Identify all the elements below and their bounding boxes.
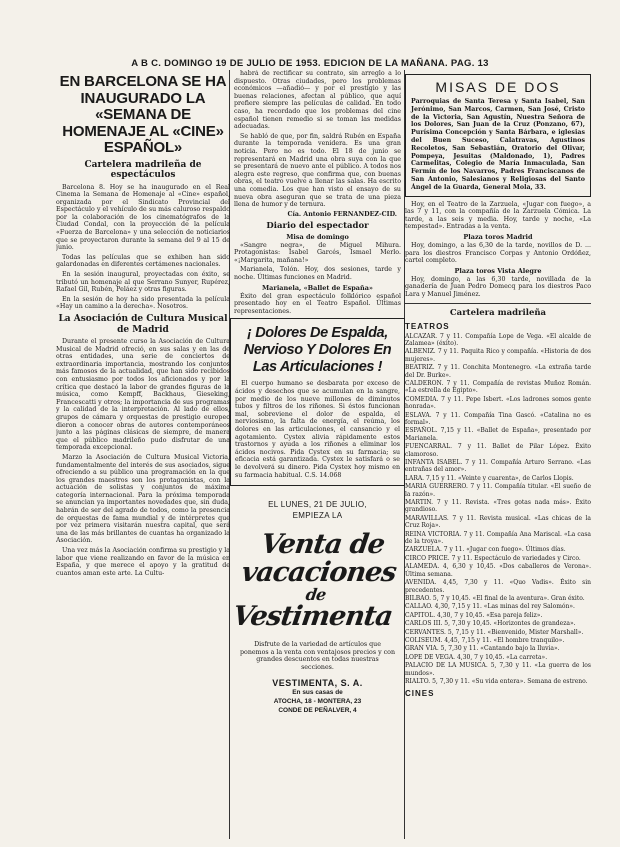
subsection-title: Marianela, «Ballet de España» [261,283,373,292]
subsection-title: Plaza toros Madrid [463,232,533,241]
article-paragraph: Barcelona 8. Hoy se ha inaugurado en el Real Cinema la Semana de Homenaje al «Cine» español, organizada por el Sindicato Provincial del Espectáculo y el vehículo de su más caluroso respaldo por la colaboración de los cinematógrafos de la Ciudad Condal, con la proyección de la película «Fuerza de Barcelona» y una selección de noticiarios que se proyectaron durante la semana del 9 al 15 de junio. [56,183,230,252]
listing-item: COMEDIA. 7 y 11. Pepe Isbert. «Los ladrones somos gente honrada». [405,395,591,411]
listing-item: ALCAZAR. 7 y 11. Compañía Lope de Vega. «El alcalde de Zalamea» (éxito). [405,332,591,347]
section-label-cines: CINES [405,689,435,699]
section-label-teatros: TEATROS [405,321,450,331]
listing-item: INFANTA ISABEL. 7 y 11. Compañía Arturo Serrano. «Las entrañas del amor». [405,459,591,474]
article-paragraph: Se habló de que, por fin, saldrá Rubén en España durante la temporada venidera. Es una gran noticia. Pero no es todo. El 18 de junio se representará en Madrid una obra suya con la que se presentará de nuevo ante el público. A todos nos alegra este regreso, que confirma que, con buenas obras, el teatro vuelve a llenar las salas. Ha escrito una comedia. Los que han visto el ensayo de su nueva obra aseguran que se trata de una pieza llena de humor y de ternura. [234,132,401,209]
advertisement-cystex [230,318,405,486]
article-paragraph: Marianela, Tolón. Hoy, dos sesiones, tarde y noche. Últimas funciones en Madrid. [234,266,401,282]
listing-item: CIRCO PRICE. 7 y 11. Espectáculo de variedades y Circo. [405,554,581,562]
listing-item: ESLAVA. 7 y 11. Compañía Tina Gascó. «Catalina no es formal». [405,411,591,426]
misas-box [405,74,591,197]
misas-text: Parroquias de Santa Teresa y Santa Isabel, San Jerónimo, San Marcos, Carmen, San José, Cristo de la Victoria, San Agustín, Nuestra Señora de los Dolores, San Juan de la Cruz (Ponzano, 67), Purísima Concepción y Santa Bárbara, e iglesias del Buen Suceso, Calatravas, Agustinos Recoletos, San Sebastián, Oratorio del Olivar, Pompeya, Jesuitas (Maldonado, 1), Padres Carmelitas, Colegio de María Inmaculada, San Fermín de los Navarros, Padres Franciscanos de San Antonio, Salesianos y Religiosas del Santo Ángel de la Guarda, General Mola, 33. [411,98,585,191]
listing-item: FUENCARRAL. 7 y 11. Ballet de Pilar López. Éxito clamoroso. [405,443,591,458]
article-paragraph: Éxito del gran espectáculo folklórico español presentado hoy en el Teatro Español. Últimas representaciones. [234,292,401,315]
ad-script-title [230,531,405,631]
page-header: A B C. DOMINGO 19 DE JULIO DE 1953. EDICION DE LA MAÑANA. PAG. 13 [131,58,489,69]
listing-item: CARLOS III. 5, 7,30 y 10,45. «Horizontes de grandeza». [405,620,576,628]
misas-title: MISAS DE DOS [435,79,561,95]
listing-item: MARTIN. 7 y 11. Revista. «Tres gotas nada más». Éxito grandioso. [405,499,591,514]
article-paragraph: Hoy, domingo, a las 6,30 tarde, novillada de la ganadería de Juan Pedro Domecq para los diestros Paco Lara y Manuel Jiménez. [405,275,591,298]
listing-item: RIALTO. 5, 7,30 y 11. «Su vida entera». Semana de estreno. [405,677,588,685]
listing-item: CERVANTES. 5, 7,15 y 11. «Bienvenido, Mister Marshall». [405,628,584,636]
article-paragraph: Hoy, en el Teatro de la Zarzuela, «Jugar con fuego», a las 7 y 11, con la compañía de la Zarzuela Cómica. La tarde, a las seis y media. Hoy, tarde y noche, «La tempestad». Entradas a la venta. [405,200,591,231]
listing-item: MARIA GUERRERO. 7 y 11. Compañía titular. «El sueño de la razón». [405,483,591,498]
listing-item: PALACIO DE LA MUSICA. 5, 7,30 y 11. «La guerra de los mundos». [405,662,591,677]
article-paragraph: «Sangre negra», de Miguel Mihura. Protagonistas: Isabel Garcés, Ismael Merlo. «¡Margarita, mañana!» [234,241,401,264]
subsection-title: Plaza toros Vista Alegre [454,266,542,275]
listing-item: ESPAÑOL. 7,15 y 11. «Ballet de España», presentado por Marianela. [405,427,591,442]
listing-item: LARA. 7,15 y 11. «Veinte y cuarenta», de Carlos Llopis. [405,474,574,482]
listing-item: GRAN VIA. 5, 7,30 y 11. «Cantando bajo la lluvia». [405,645,560,653]
ad-address: ATOCHA, 18 - MONTERA, 23 [273,697,362,705]
listing-item: ZARZUELA. 7 y 11. «Jugar con fuego». Últimos días. [405,546,566,554]
listing-item: LOPE DE VEGA. 4,30, 7 y 10,45. «La carreta». [405,653,548,661]
column-2 [230,70,405,839]
ad-body: Disfrute de la variedad de artículos que ponemos a la venta con ventajosos precios y con grandes descuentos en todas nuestras secciones. [240,641,396,671]
ad-date-line: EL LUNES, 21 DE JULIO, [268,500,367,510]
headline-cultura-musical: La Asociación de Cultura Musical de Madrid [58,314,228,335]
divider [405,303,591,304]
listing-item: BEATRIZ. 7 y 11. Conchita Montenegro. «La extraña tarde del Dr. Burke». [405,364,591,379]
advertisement-vestimenta [230,489,405,718]
listing-item: MARAVILLAS. 7 y 11. Revista musical. «Las chicas de la Cruz Roja». [405,514,591,530]
subhead-cartelera: Cartelera madrileña de espectáculos [84,159,202,180]
article-paragraph: Una vez más la Asociación confirma su prestigio y la labor que viene realizando en favor de la música en España, y que merece el apoyo y la gratitud de cuantos aman este arte. La Cultu- [56,547,230,577]
listing-item: CALDERON. 7 y 11. Compañía de revistas Muñoz Román. «La estrella de Egipto». [405,379,591,395]
listing-item: ALAMEDA. 4, 6,30 y 10,45. «Dos caballeros de Verona». Última semana. [405,563,591,578]
ad-headline: ¡ Dolores De Espalda, Nervioso Y Dolores En Las Articulaciones ! [243,325,392,376]
article-paragraph: En la sesión de hoy ha sido presentada la película «Hay un camino a la derecha». Nosotros. [56,295,230,311]
ad-brand: VESTIMENTA, S. A. [272,677,363,688]
subsection-title: Misa de domingo [286,232,349,241]
listing-item: CALLAO. 4,30, 7,15 y 11. «Las minas del rey Salomón». [405,603,575,611]
article-paragraph: Marzo la Asociación de Cultura Musical Victoria, fundamentalmente del interés de sus asociados, sigue ofreciendo a su público una programación en la que los grandes maestros son los protagonistas, con la actuación de solistas y conjuntos de máxima categoría internacional. Para la próxima temporada se anuncian ya importantes novedades que, sin duda, habrán de ser del agrado de todos, como la presencia de orquestas de fama mundial y de intérpretes que por vez primera visitarán nuestra capital, que será una de las más brillantes de cuantas ha organizado la Asociación. [56,453,230,545]
article-paragraph: Hoy, domingo, a las 6,30 de la tarde, novillos de D. ... para los diestros Francisco Corpas y Antonio Ordóñez, cartel completo. [405,241,591,265]
ad-script-line: Vestimenta [230,601,395,633]
listing-item: REINA VICTORIA. 7 y 11. Compañía Ana Mariscal. «La casa de la troya». [405,530,591,546]
listing-item: CAPITOL. 4,30, 7 y 10,45. «Esa pareja feliz». [405,611,543,619]
listing-item: COLISEUM. 4,45, 7,15 y 11. «El hombre tranquilo». [405,636,565,644]
article-paragraph: Durante el presente curso la Asociación de Cultura Musical de Madrid ofreció, en sus salas y en las de otras entidades, una serie de conciertos de extraordinaria importancia, mostrando los conjuntos más famosos de la actualidad, que han sido recibidos con entusiasmo por todos los aficionados y por la crítica que destacó la labor de grandes figuras de la música, como Kempff, Backhaus, Gieseking, Francescatti y otros; la importancia de sus programas y la calidad de la interpretación. Al lado de ellos, grupos de cámara y orquestas de prestigio europeo dieron a conocer obras de autores contemporáneos junto a las páginas clásicas de siempre, de manera que el público madrileño pudo disfrutar de una temporada excepcional. [56,338,230,452]
ad-address: En sus casas de [292,688,343,696]
column-3 [405,70,591,839]
article-paragraph: Todas las películas que se exhiben han sido galardonadas en diferentes certámenes nacionales. [56,253,230,269]
listing-item: AVENIDA. 4,45, 7,30 y 11. «Quo Vadis». Éxito sin precedentes. [405,579,591,594]
ad-lead-line: EMPIEZA LA [292,511,343,521]
ad-script-line: Venta de [259,529,387,561]
ad-address: CONDE DE PEÑALVER, 4 [278,706,357,714]
listing-item: BILBAO. 5, 7 y 10,45. «El final de la aventura». Gran éxito. [405,594,585,602]
article-paragraph: En la sesión inaugural, proyectadas con éxito, se tributó un homenaje al que Serrano Sunyer, Rupérez, Rafael Gil, Rubén, Peláez y otras figuras. [56,271,230,294]
ad-script-line: de [304,585,327,605]
listings [405,333,591,686]
section-title-cartelera: Cartelera madrileña [449,307,547,318]
ad-script-line: vacaciones [239,557,398,589]
headline-barcelona: EN BARCELONA SE HA INAUGURADO LA «SEMANA DE HOMENAJE AL «CINE» ESPAÑOL» [59,73,227,156]
listing-item: ALBENIZ. 7 y 11. Paquita Rico y compañía. «Historia de dos mujeres». [405,348,591,363]
ad-body: El cuerpo humano se desbarata por exceso de ácidos y desechos que se acumulan en la sangre, por medio de los nueve millones de diminutos tubos y filtros de los riñones. Si éstos funcionan mal, sobreviene el dolor de espalda, el nerviosismo, la falta de energía, el reúma, los dolores en las articulaciones, el cansancio y el agotamiento. Cystex alivia rápidamente estos trastornos y ayuda a los riñones a eliminar los ácidos nocivos. Pida Cystex en su farmacia; su eficacia está garantizada. Cystex le satisfará o se le devolverá su dinero. Pida Cystex hoy mismo en su farmacia habitual. C.S. 14.068 [235,380,400,479]
section-title-diario: Diario del espectador [266,220,369,231]
article-paragraph: habrá de rectificar su contrato, sin arreglo a lo dispuesto. Otras ciudades, pero los problemas económicos —añadió— y por el prestigio y las buenas relaciones, afectan al público, que aquí prefiere siempre las películas de calidad. En todo caso, ha recordado que los problemas del cine español tienen remedio si se toman las medidas adecuadas. [234,70,401,131]
article-signature: Cía. Antonio FERNANDEZ-CID. [287,210,397,218]
column-1 [56,70,230,839]
